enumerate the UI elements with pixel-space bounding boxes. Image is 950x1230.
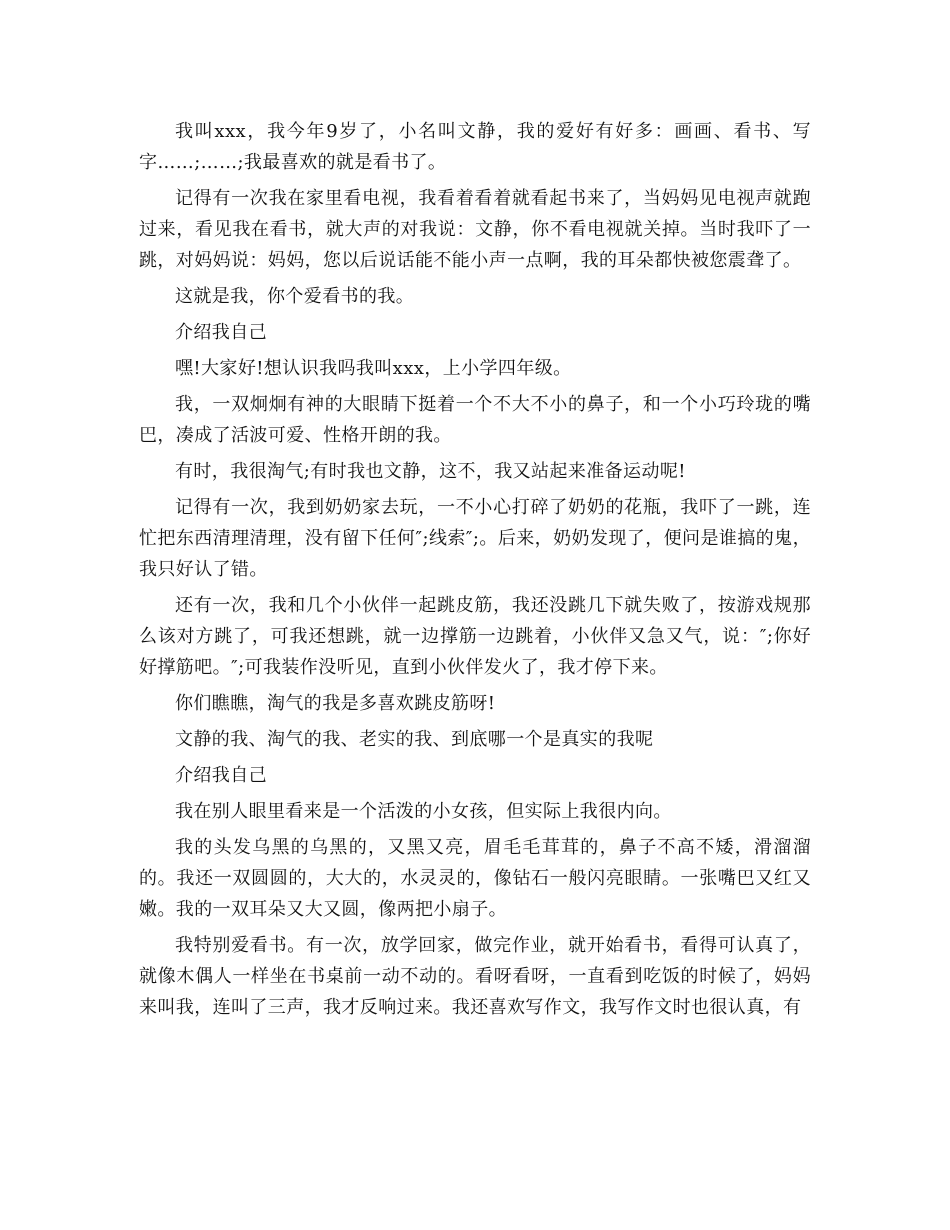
paragraph-6: 我，一双炯炯有神的大眼睛下挺着一个不大不小的鼻子，和一个小巧玲珑的嘴巴，凑成了活波可爱、性格开朗的我。 [139,394,811,446]
paragraph-15: 我特别爱看书。有一次，放学回家，做完作业，就开始看书，看得可认真了，就像木偶人一样坐在书桌前一动不动的。看呀看呀，一直看到吃饭的时候了，妈妈来叫我，连叫了三声，我才反响过来。我还喜欢写作文，我写作文时也很认真，有 [139,935,811,1018]
section-heading-2: 介绍我自己 [175,765,267,786]
document-body [139,116,811,1028]
paragraph-1: 我叫xxx，我今年9岁了，小名叫文静，我的爱好有好多：画画、看书、写字……;……;我最喜欢的就是看书了。 [139,121,811,173]
paragraph-10: 你们瞧瞧，淘气的我是多喜欢跳皮筋呀! [175,693,496,714]
paragraph-11: 文静的我、淘气的我、老实的我、到底哪一个是真实的我呢 [175,729,654,750]
paragraph-8: 记得有一次，我到奶奶家去玩，一不小心打碎了奶奶的花瓶，我吓了一跳，连忙把东西清理清理，没有留下任何″;线索″;。后来，奶奶发现了，便问是谁搞的鬼，我只好认了错。 [139,497,811,580]
paragraph-5: 嘿!大家好!想认识我吗我叫xxx，上小学四年级。 [175,358,572,379]
paragraph-7: 有时，我很淘气;有时我也文静，这不，我又站起来准备运动呢! [175,461,686,482]
paragraph-14: 我的头发乌黑的乌黑的，又黑又亮，眉毛毛茸茸的，鼻子不高不矮，滑溜溜的。我还一双圆圆的，大大的，水灵灵的，像钻石一般闪亮眼睛。一张嘴巴又红又嫩。我的一双耳朵又大又圆，像两把小扇子。 [139,837,811,920]
paragraph-2: 记得有一次我在家里看电视，我看着看着就看起书来了，当妈妈见电视声就跑过来，看见我在看书，就大声的对我说：文静，你不看电视就关掉。当时我吓了一跳，对妈妈说：妈妈，您以后说话能不能小声一点啊，我的耳朵都快被您震聋了。 [139,188,811,271]
paragraph-9: 还有一次，我和几个小伙伴一起跳皮筋，我还没跳几下就失败了，按游戏规那么该对方跳了，可我还想跳，就一边撑筋一边跳着，小伙伴又急又气，说：″;你好好撑筋吧。″;可我装作没听见，直到小伙伴发火了，我才停下来。 [139,595,811,678]
section-heading-1: 介绍我自己 [175,322,267,343]
paragraph-3: 这就是我，你个爱看书的我。 [175,286,415,307]
paragraph-13: 我在别人眼里看来是一个活泼的小女孩，但实际上我很内向。 [175,801,672,822]
